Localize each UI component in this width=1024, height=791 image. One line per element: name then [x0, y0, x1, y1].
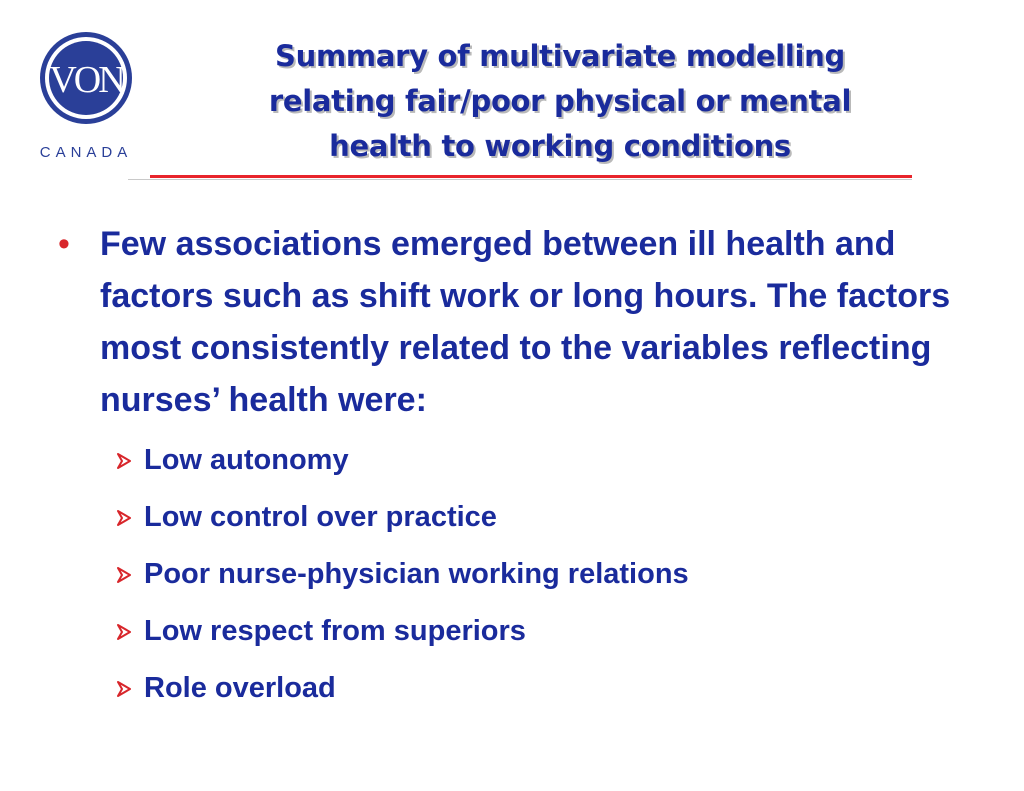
- list-item: [116, 489, 958, 546]
- arrowhead-bullet-icon: [116, 566, 144, 584]
- list-item: [116, 546, 958, 603]
- logo-mark-text: VON: [49, 59, 123, 101]
- round-bullet-icon: •: [58, 225, 70, 263]
- von-logo-icon: [36, 30, 136, 162]
- sub-bullet-text: Low control over practice: [144, 501, 497, 533]
- sub-bullet-text: Role overload: [144, 672, 336, 704]
- title-underline-red: [150, 175, 912, 178]
- sub-bullet-text: Poor nurse-physician working relations: [144, 558, 689, 590]
- arrowhead-bullet-icon: [116, 452, 144, 470]
- main-bullet-item: [58, 218, 958, 426]
- arrowhead-bullet-icon: [116, 680, 144, 698]
- sub-bullet-text: Low respect from superiors: [144, 615, 526, 647]
- slide-title: [160, 34, 960, 169]
- title-line-1: Summary of multivariate modelling: [275, 39, 845, 73]
- list-item: [116, 432, 958, 489]
- von-canada-logo: [36, 30, 136, 162]
- list-item: [116, 660, 958, 717]
- arrowhead-bullet-icon: [116, 509, 144, 527]
- slide-content: [58, 218, 958, 717]
- logo-sub-text: CANADA: [39, 144, 133, 161]
- list-item: [116, 603, 958, 660]
- sub-bullet-list: [58, 432, 958, 717]
- title-line-2: relating fair/poor physical or mental: [268, 84, 852, 118]
- sub-bullet-text: Low autonomy: [144, 444, 349, 476]
- title-line-3: health to working conditions: [329, 129, 791, 163]
- arrowhead-bullet-icon: [116, 623, 144, 641]
- main-bullet-text: Few associations emerged between ill health and factors such as shift work or long hours. The factors most consistently related to the variables reflecting nurses’ health were:: [100, 225, 951, 419]
- title-underline-gray: [128, 179, 912, 180]
